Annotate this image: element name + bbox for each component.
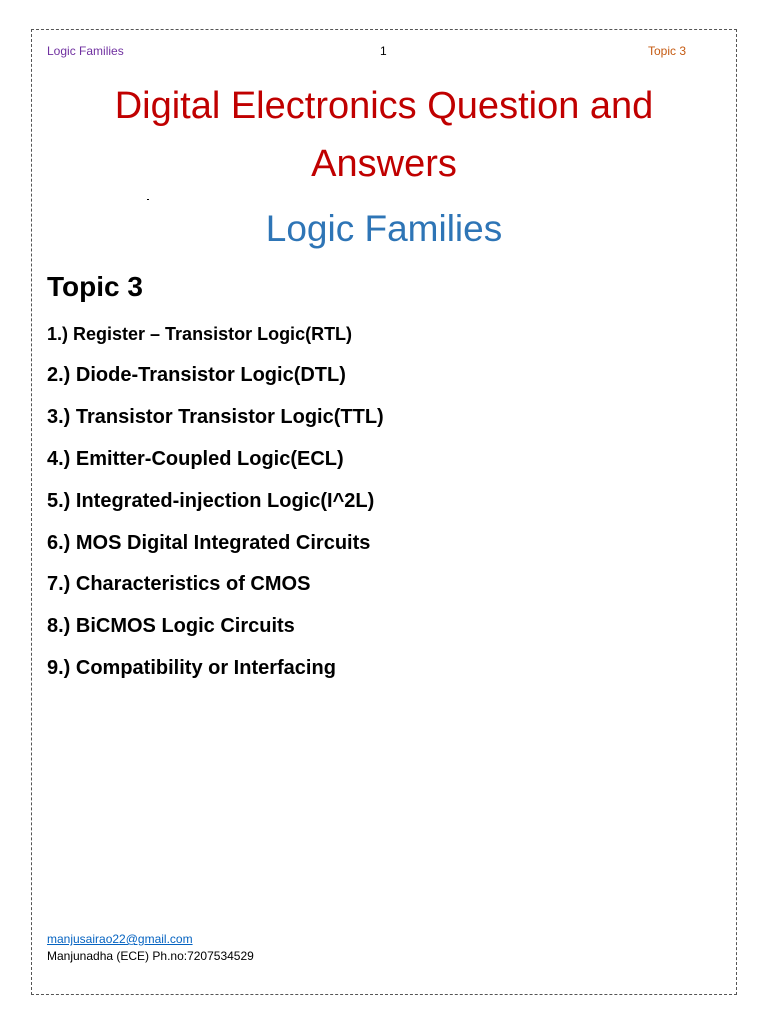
- document-subtitle: Logic Families: [265, 208, 503, 249]
- topic-item: 6.) MOS Digital Integrated Circuits: [47, 532, 371, 554]
- topic-heading: Topic 3: [47, 271, 143, 302]
- document-title: [40, 77, 728, 193]
- page-number: 1: [380, 44, 387, 58]
- document-title-line-1: Digital Electronics Question and: [114, 85, 654, 127]
- topic-item: 3.) Transistor Transistor Logic(TTL): [47, 406, 384, 428]
- header-right-label: Topic 3: [648, 44, 687, 58]
- topic-item: 5.) Integrated-injection Logic(I^2L): [47, 490, 375, 512]
- topic-item: 9.) Compatibility or Interfacing: [47, 657, 336, 679]
- topic-item: 7.) Characteristics of CMOS: [47, 573, 311, 595]
- topic-item: 8.) BiCMOS Logic Circuits: [47, 615, 295, 637]
- author-contact: Manjunadha (ECE) Ph.no:7207534529: [47, 949, 254, 963]
- stray-mark: [147, 199, 149, 200]
- author-email-link[interactable]: manjusairao22@gmail.com: [47, 932, 193, 946]
- topic-item: 1.) Register – Transistor Logic(RTL): [47, 324, 353, 344]
- document-title-line-2: Answers: [311, 143, 457, 185]
- topic-item: 4.) Emitter-Coupled Logic(ECL): [47, 448, 344, 470]
- topic-item: 2.) Diode-Transistor Logic(DTL): [47, 364, 346, 386]
- header-left-label: Logic Families: [47, 44, 124, 58]
